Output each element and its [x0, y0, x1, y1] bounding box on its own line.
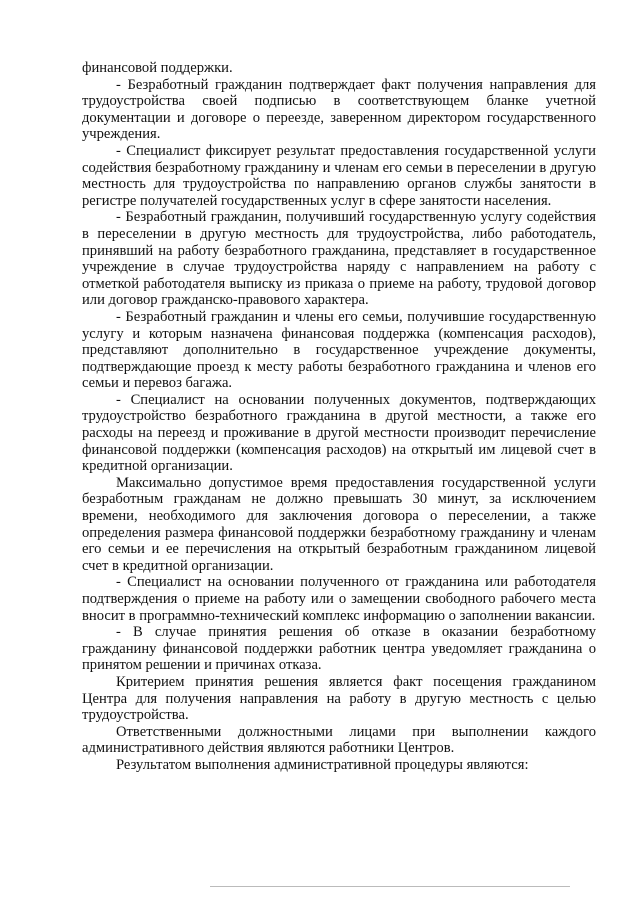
- paragraph-continuation: финансовой поддержки.: [82, 60, 233, 76]
- paragraph-payment-transfer: - Специалист на основании полученных документов, подтверждающих трудоустройство безработного гражданина в другой местности, а также его расходы на переезд и проживание в другой местности производит перечисление финансовой поддержки (компенсация расходов) на открытый им лицевой счет в кредитной организации.: [82, 391, 596, 475]
- paragraph-travel-documents: - Безработный гражданин и члены его семьи, получившие государственную услугу и которым назначена финансовая поддержка (компенсация расходов), представляют дополнительно в государственное учреждение документы, подтверждающие проезд к месту работы безработного гражданина и членов его семьи и перевоз багажа.: [82, 308, 596, 392]
- paragraph-responsible-persons: Ответственными должностными лицами при выполнении каждого административного действия являются работники Центров.: [82, 723, 596, 757]
- paragraph-registry-record: - Специалист фиксирует результат предоставления государственной услуги содействия безработному гражданину и членам его семьи в переселении в другую местность для трудоустройства по направлению органов службы занятости в регистре получателей государственных услуг в сфере занятости населения.: [82, 142, 596, 209]
- paragraph-vacancy-update: - Специалист на основании полученного от гражданина или работодателя подтверждения о приеме на работу или о замещении свободного рабочего места вносит в программно-технический комплекс информацию о заполнении вакансии.: [82, 574, 596, 624]
- paragraph-decision-criterion: Критерием принятия решения является факт посещения гражданином Центра для получения направления на работу в другую местность с целью трудоустройства.: [82, 673, 596, 724]
- paragraph-max-time: Максимально допустимое время предоставления государственной услуги безработным гражданам не должно превышать 30 минут, за исключением времени, необходимого для заключения договора о переселении, а также определения размера финансовой поддержки безработному гражданину и членам его семьи и ее перечисления на открытый безработным гражданином лицевой счет в кредитной организации.: [82, 474, 596, 574]
- paragraph-procedure-result: Результатом выполнения административной процедуры являются:: [116, 756, 529, 773]
- paragraph-signature-confirmation: - Безработный гражданин подтверждает факт получения направления для трудоустройства своей подписью в соответствующем бланке учетной документации и договоре о переезде, заверенном директором государственного учреждения.: [82, 76, 596, 143]
- footer-divider: [210, 886, 570, 887]
- paragraph-refusal: - В случае принятия решения об отказе в оказании безработному гражданину финансовой поддержки работник центра уведомляет гражданина о принятом решении и причинах отказа.: [82, 624, 596, 674]
- paragraph-employment-documents: - Безработный гражданин, получивший государственную услугу содействия в переселении в другую местность для трудоустройства, либо работодатель, принявший на работу безработного гражданина, представляет в государственное учреждение в случае трудоустройства наряду с направлением на работу с отметкой работодателя выписку из приказа о приеме на работу, трудовой договор или договор гражданско-правового характера.: [82, 209, 596, 309]
